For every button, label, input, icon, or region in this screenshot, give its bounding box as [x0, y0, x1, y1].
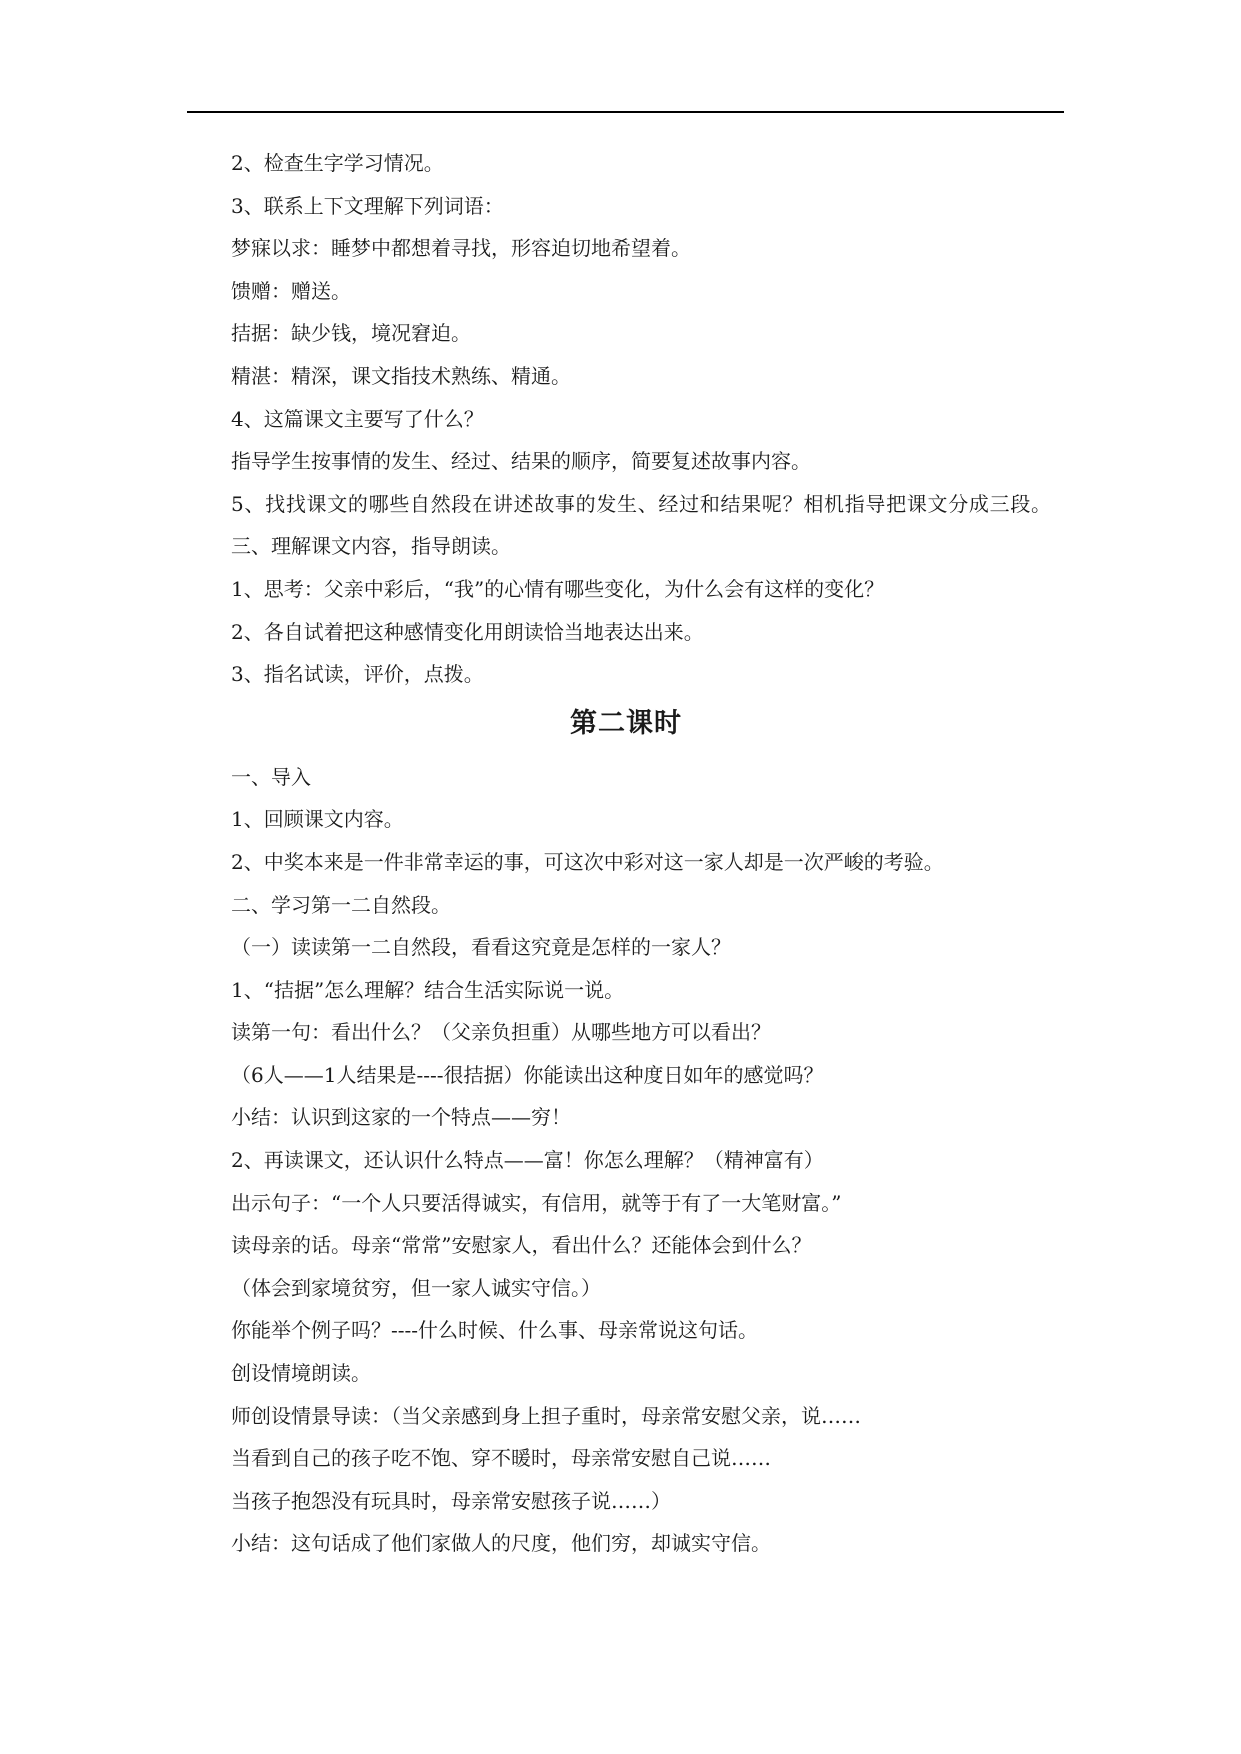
paragraph: 2、中奖本来是一件非常幸运的事，可这次中彩对这一家人却是一次严峻的考验。 [231, 849, 944, 874]
paragraph: 3、联系上下文理解下列词语： [231, 193, 504, 218]
paragraph: 读母亲的话。母亲“常常”安慰家人，看出什么？还能体会到什么？ [231, 1233, 812, 1258]
paragraph: 当看到自己的孩子吃不饱、穿不暖时，母亲常安慰自己说…… [231, 1446, 771, 1471]
paragraph: 小结：这句话成了他们家做人的尺度，他们穷，却诚实守信。 [231, 1531, 771, 1556]
paragraph: 小结：认识到这家的一个特点——穷！ [231, 1105, 571, 1130]
paragraph: 三、理解课文内容，指导朗读。 [231, 534, 511, 559]
paragraph: （6人——1人结果是----很拮据）你能读出这种度日如年的感觉吗？ [231, 1062, 824, 1087]
paragraph: 你能举个例子吗？----什么时候、什么事、母亲常说这句话。 [231, 1318, 759, 1343]
section-b [188, 756, 1064, 1565]
section-title: 第二课时 [570, 707, 682, 739]
section-a [188, 142, 1064, 696]
paragraph: 2、各自试着把这种感情变化用朗读恰当地表达出来。 [231, 619, 704, 644]
paragraph: 指导学生按事情的发生、经过、结果的顺序，简要复述故事内容。 [231, 449, 811, 474]
paragraph: （一）读读第一二自然段，看看这究竟是怎样的一家人？ [231, 935, 731, 960]
document-body [188, 142, 1064, 1565]
paragraph: 馈赠：赠送。 [231, 278, 351, 303]
paragraph: 1、回顾课文内容。 [231, 807, 404, 832]
paragraph: 2、再读课文，还认识什么特点——富！你怎么理解？（精神富有） [231, 1148, 824, 1173]
paragraph: 读第一句：看出什么？（父亲负担重）从哪些地方可以看出？ [231, 1020, 771, 1045]
paragraph: 拮据：缺少钱，境况窘迫。 [231, 321, 471, 346]
paragraph: 梦寐以求：睡梦中都想着寻找，形容迫切地希望着。 [231, 236, 691, 261]
paragraph: 1、思考：父亲中彩后，“我”的心情有哪些变化，为什么会有这样的变化？ [231, 576, 885, 601]
paragraph: 4、这篇课文主要写了什么？ [231, 406, 484, 431]
paragraph: 3、指名试读，评价，点拨。 [231, 662, 484, 687]
paragraph: 创设情境朗读。 [231, 1361, 371, 1386]
paragraph: 一、导入 [231, 764, 311, 789]
paragraph: 当孩子抱怨没有玩具时，母亲常安慰孩子说……） [231, 1488, 671, 1513]
paragraph: 2、检查生字学习情况。 [231, 151, 444, 175]
header-rule [187, 111, 1064, 113]
paragraph: 师创设情景导读：（当父亲感到身上担子重时，母亲常安慰父亲，说…… [231, 1403, 861, 1428]
paragraph: 5、找找课文的哪些自然段在讲述故事的发生、经过和结果呢？相机指导把课文分成三段。 [231, 491, 1052, 516]
paragraph: 精湛：精深，课文指技术熟练、精通。 [231, 363, 571, 388]
paragraph: 二、学习第一二自然段。 [231, 892, 451, 917]
paragraph: （体会到家境贫穷，但一家人诚实守信。） [231, 1275, 601, 1300]
paragraph: 1、“拮据”怎么理解？结合生活实际说一说。 [231, 977, 625, 1002]
paragraph: 出示句子：“一个人只要活得诚实，有信用，就等于有了一大笔财富。” [231, 1190, 842, 1215]
